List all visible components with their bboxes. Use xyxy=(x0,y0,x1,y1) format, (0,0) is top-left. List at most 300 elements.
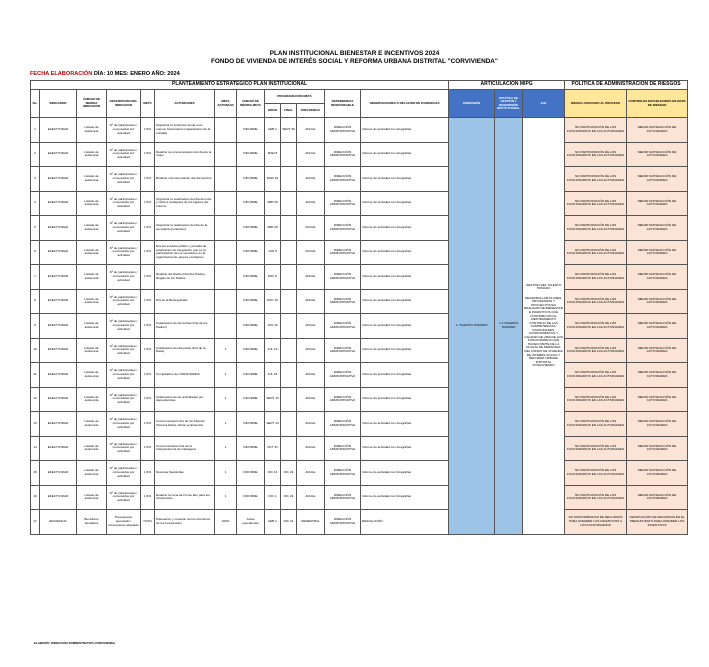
cell-frecuencia: ANUAL xyxy=(297,387,325,412)
cell-unidad: Listado de asistencia xyxy=(77,191,107,216)
table-row xyxy=(31,363,688,388)
cell-no: 10 xyxy=(31,338,40,363)
cell-meta: 1,5% xyxy=(141,461,155,486)
cell-unidad-meta: INFORME xyxy=(237,118,265,143)
cell-control: MEDIR SATISFACCIÓN DE ACTIVIDADES xyxy=(627,216,688,241)
cell-frecuencia: ANUAL xyxy=(297,167,325,192)
header-eje: EJE xyxy=(523,90,565,118)
cell-unidad-meta: INFORME xyxy=(237,338,265,363)
section-riesgos: POLÍTICA DE ADMINISTRACIÓN DE RIESGOS xyxy=(565,81,688,90)
cell-riesgo: NO PARTICIPACIÓN DE LOS FUNCIONARIOS EN LAS ACTIVIDADES xyxy=(565,314,627,339)
header-unidad-meta: UNIDAD DE MEDIDA META xyxy=(237,90,265,118)
header-meta-actividad: META ACTIVIDAD xyxy=(215,90,237,118)
cell-control: MEDIR SATISFACCIÓN DE ACTIVIDADES xyxy=(627,412,688,437)
cell-inicio: MAY 15 xyxy=(265,289,281,314)
cell-no: 7 xyxy=(31,265,40,290)
cell-no: 1 xyxy=(31,118,40,143)
cell-unidad: Listado de asistencia xyxy=(77,412,107,437)
section-mipg: ARTICULACIÓN MIPG xyxy=(449,81,565,90)
cell-meta: 1,5% xyxy=(141,338,155,363)
cell-observaciones: Informe de actividad con fotografías xyxy=(361,485,449,510)
header-indicador: INDICADOR xyxy=(40,90,77,118)
cell-frecuencia: ANUAL xyxy=(297,436,325,461)
justificacion-text: DESARROLLAR PLANES, PROGRAMAS Y PROYECTOS EN REALIDAD DE BIENESTAR E INCENTIVOS QUE CONTRIBUYAN AL MEJORAMIENTO CONTINUO DE LAS COMPETENCIAS, CAPACIDADES, CONOCIMIENTOS Y CALIDAD DE VIDA DE LOS FUNCIONARIOS QUE HACEN PARTE DE LA PLANTA DE PERSONAL DEL FONDO DE VIVIENDA DE INTERÉS SOCIAL Y REFORMA URBANA DISTRITAL "CORVIVIENDA" xyxy=(524,295,563,368)
cell-control: MEDIR SATISFACCIÓN DE ACTIVIDADES xyxy=(627,461,688,486)
cell-meta-act: 1 xyxy=(215,461,237,486)
cell-riesgo: NO PARTICIPACIÓN DE LOS FUNCIONARIOS EN LAS ACTIVIDADES xyxy=(565,142,627,167)
cell-control: MEDIR SATISFACCIÓN DE ACTIVIDADES xyxy=(627,485,688,510)
cell-inicio: ABR 26 xyxy=(265,216,281,241)
cell-indicador: EFECTIVIDAD xyxy=(40,167,77,192)
footer-note: ELABORÓ: DIRECCIÓN ADMINISTRATIVA CORVIVIENDA xyxy=(34,641,116,645)
cell-indicador: EFECTIVIDAD xyxy=(40,412,77,437)
cell-observaciones: Informe de actividad con fotografías xyxy=(361,338,449,363)
cell-final xyxy=(281,191,297,216)
cell-control: MEDIR SATISFACCIÓN DE ACTIVIDADES xyxy=(627,265,688,290)
cell-descripcion: Nº de participantes / convocados por actividad xyxy=(107,167,141,192)
cell-final xyxy=(281,412,297,437)
cell-dependencia: DIRECCIÓN ADMINISTRATIVA xyxy=(325,461,361,486)
cell-actividad: Realizar del Padre (Nombre Padre), Regalo de los Padres xyxy=(155,265,215,290)
cell-unidad-meta: INFORME xyxy=(237,363,265,388)
cell-no: 17 xyxy=(31,510,40,535)
cell-meta-act xyxy=(215,216,237,241)
cell-observaciones: Informe de actividad con fotografías xyxy=(361,363,449,388)
cell-dependencia: DIRECCIÓN ADMINISTRATIVA xyxy=(325,412,361,437)
cell-descripcion: Nº de participantes / convocados por actividad xyxy=(107,216,141,241)
cell-unidad-meta: Actas expedientes xyxy=(237,510,265,535)
header-frecuencia: FRECUENCIA xyxy=(297,104,325,118)
cell-descripcion: Nº de participantes / convocados por actividad xyxy=(107,191,141,216)
cell-actividad: Organizar la inducción anual a los nuevos funcionarios (capacitación de la entidad) xyxy=(155,118,215,143)
table-row xyxy=(31,436,688,461)
cell-riesgo: NO PARTICIPACIÓN DE LOS FUNCIONARIOS EN LAS ACTIVIDADES xyxy=(565,363,627,388)
cell-indicador: EFECTIVIDAD xyxy=(40,289,77,314)
cell-dependencia: DIRECCIÓN ADMINISTRATIVA xyxy=(325,289,361,314)
cell-frecuencia: ANUAL xyxy=(297,191,325,216)
cell-dependencia: DIRECCIÓN ADMINISTRATIVA xyxy=(325,191,361,216)
cell-frecuencia: ANUAL xyxy=(297,289,325,314)
cell-final xyxy=(281,436,297,461)
plan-table xyxy=(30,80,688,535)
cell-meta: 1,5% xyxy=(141,167,155,192)
cell-unidad-meta: INFORME xyxy=(237,265,265,290)
cell-meta: 1,5% xyxy=(141,240,155,265)
cell-control: MEDIR SATISFACCIÓN DE ACTIVIDADES xyxy=(627,387,688,412)
cell-riesgo: NO DISPONIBILIDAD DE RECURSOS PARA ATENDER LOS INCENTIVOS A LOS FUNCIONARIOS xyxy=(565,510,627,535)
cell-inicio: ABR 26 xyxy=(265,191,281,216)
cell-inicio: FEB 1 xyxy=(265,118,281,143)
cell-meta-act: 100% xyxy=(215,510,237,535)
cell-no: 16 xyxy=(31,485,40,510)
cell-inicio: MAR 8 xyxy=(265,142,281,167)
cell-no: 9 xyxy=(31,314,40,339)
cell-frecuencia: ANUAL xyxy=(297,338,325,363)
cell-final xyxy=(281,387,297,412)
cell-observaciones: Informe de actividad con fotografías xyxy=(361,118,449,143)
cell-meta: 1,5% xyxy=(141,436,155,461)
cell-indicador: EFECTIVIDAD xyxy=(40,461,77,486)
cell-meta: 1,5% xyxy=(141,142,155,167)
cell-no: 6 xyxy=(31,240,40,265)
cell-final xyxy=(281,265,297,290)
cell-dependencia: DIRECCIÓN ADMINISTRATIVA xyxy=(325,314,361,339)
table-row xyxy=(31,167,688,192)
cell-frecuencia: ANUAL xyxy=(297,265,325,290)
cell-inicio: JUN 5 xyxy=(265,240,281,265)
cell-riesgo: NO PARTICIPACIÓN DE LOS FUNCIONARIOS EN LAS ACTIVIDADES xyxy=(565,387,627,412)
cell-no: 3 xyxy=(31,167,40,192)
cell-unidad-meta: INFORME xyxy=(237,436,265,461)
fecha-value: DÍA: 10 MES: ENERO AÑO: 2024 xyxy=(93,71,180,77)
cell-descripcion: Nº de participantes / convocados por actividad xyxy=(107,118,141,143)
header-observaciones: OBSERVACIONES O RELACIÓN DE EVIDENCIAS xyxy=(361,90,449,118)
cell-meta: 70,0% xyxy=(141,510,155,535)
cell-meta-act xyxy=(215,289,237,314)
cell-observaciones: Informe de actividad con fotografías xyxy=(361,216,449,241)
cell-inicio: MAY 8 xyxy=(265,265,281,290)
cell-actividad: Organizar la celebración del día del niño y visita a cualquiera de los lugares del entorno xyxy=(155,191,215,216)
cell-indicador: EFECTIVIDAD xyxy=(40,118,77,143)
cell-final xyxy=(281,338,297,363)
cell-indicador: EFECTIVIDAD xyxy=(40,363,77,388)
cell-observaciones: Informe de actividad con fotografías xyxy=(361,191,449,216)
cell-dependencia: DIRECCIÓN ADMINISTRATIVA xyxy=(325,265,361,290)
cell-actividad: Realizar la conmemoración del día de la mujer xyxy=(155,142,215,167)
cell-observaciones: Informe de actividad con fotografías xyxy=(361,265,449,290)
cell-indicador: EFECTIVIDAD xyxy=(40,240,77,265)
header-no: No. xyxy=(31,90,40,118)
eje-label: GESTIÓN DEL TALENTO HUMANO xyxy=(525,282,562,291)
cell-meta: 1,5% xyxy=(141,387,155,412)
cell-dependencia: DIRECCIÓN ADMINISTRATIVA xyxy=(325,485,361,510)
cell-meta-act xyxy=(215,142,237,167)
cell-dependencia: DIRECCIÓN ADMINISTRATIVA xyxy=(325,436,361,461)
cell-unidad: Listado de asistencia xyxy=(77,240,107,265)
header-inicio: INICIO xyxy=(265,104,281,118)
cell-unidad-meta: INFORME xyxy=(237,387,265,412)
cell-no: 15 xyxy=(31,461,40,486)
cell-descripcion: Nº de participantes / convocados por actividad xyxy=(107,485,141,510)
cell-riesgo: NO PARTICIPACIÓN DE LOS FUNCIONARIOS EN LAS ACTIVIDADES xyxy=(565,412,627,437)
cell-unidad: Listado de asistencia xyxy=(77,118,107,143)
cell-meta-act xyxy=(215,118,237,143)
cell-actividad: Celebración de las actividades por dependencias xyxy=(155,387,215,412)
fecha-label: FECHA ELABORACIÓN xyxy=(30,71,93,77)
cell-descripcion: Nº de participantes / convocados por actividad xyxy=(107,461,141,486)
table-row xyxy=(31,191,688,216)
cell-actividad: Cumpleaños de CORVIVIENDA xyxy=(155,363,215,388)
cell-observaciones: Informe de actividad con fotografías xyxy=(361,240,449,265)
table-row xyxy=(31,338,688,363)
cell-meta-act: 1 xyxy=(215,363,237,388)
cell-control: MEDIR SATISFACCIÓN DE ACTIVIDADES xyxy=(627,363,688,388)
cell-no: 14 xyxy=(31,436,40,461)
cell-unidad-meta: INFORME xyxy=(237,216,265,241)
cell-inicio: DIC 16 xyxy=(265,461,281,486)
cell-indicador: EFECTIVIDAD xyxy=(40,191,77,216)
cell-final: SEPT 30 xyxy=(281,118,297,143)
cell-no: 11 xyxy=(31,363,40,388)
cell-meta: 1,5% xyxy=(141,289,155,314)
cell-inicio: JUL 19 xyxy=(265,338,281,363)
cell-descripcion: Nº de participantes / convocados por actividad xyxy=(107,412,141,437)
table-row xyxy=(31,510,688,535)
cell-actividad: Novenas Navideñas xyxy=(155,461,215,486)
table-row xyxy=(31,314,688,339)
cell-actividad: Realizar la cena de Fin de año para los funcionarios xyxy=(155,485,215,510)
cell-inicio: SEPT 13 xyxy=(265,412,281,437)
cell-actividad: Conmemoración día de los Abuelos (Tercera Edad, ubicar sentimiento) xyxy=(155,412,215,437)
cell-indicador: EFECTIVIDAD xyxy=(40,338,77,363)
cell-actividad: Día de la Bioseguridad xyxy=(155,289,215,314)
cell-riesgo: NO PARTICIPACIÓN DE LOS FUNCIONARIOS EN LAS ACTIVIDADES xyxy=(565,240,627,265)
document-subtitle: FONDO DE VIVIENDA DE INTERÉS SOCIAL Y REFORMA URBANA DISTRITAL "CORVIVIENDA" xyxy=(211,58,498,65)
cell-unidad: Listado de asistencia xyxy=(77,216,107,241)
cell-dependencia: DIRECCIÓN ADMINISTRATIVA xyxy=(325,363,361,388)
cell-dependencia: DIRECCIÓN ADMINISTRATIVA xyxy=(325,118,361,143)
cell-riesgo: NO PARTICIPACIÓN DE LOS FUNCIONARIOS EN LAS ACTIVIDADES xyxy=(565,461,627,486)
cell-unidad-meta: INFORME xyxy=(237,142,265,167)
cell-riesgo: NO PARTICIPACIÓN DE LOS FUNCIONARIOS EN LAS ACTIVIDADES xyxy=(565,118,627,143)
cell-actividad: Día del servidor público y jornada de celebración de integración que es la participación de los servidores en la organización de grupos ecológicos xyxy=(155,240,215,265)
cell-actividad: Celebración de las fechas (Día de los Padres) xyxy=(155,314,215,339)
cell-control: MEDIR SATISFACCIÓN DE ACTIVIDADES xyxy=(627,191,688,216)
table-row xyxy=(31,412,688,437)
cell-descripcion: Nº de participantes / convocados por actividad xyxy=(107,265,141,290)
cell-inicio: DIC 1 xyxy=(265,485,281,510)
cell-frecuencia: ANUAL xyxy=(297,363,325,388)
cell-unidad-meta: INFORME xyxy=(237,191,265,216)
cell-indicador: EFECTIVIDAD xyxy=(40,485,77,510)
cell-control: VERIFICACIÓN DE RECURSOS EN EL PRESUPUESTO PARA ATENDER LOS INCENTIVOS xyxy=(627,510,688,535)
table-row xyxy=(31,485,688,510)
table-row xyxy=(31,118,688,143)
cell-meta-act: 1 xyxy=(215,387,237,412)
cell-frecuencia: ANUAL xyxy=(297,314,325,339)
cell-meta-act xyxy=(215,191,237,216)
cell-inicio: OCT 31 xyxy=(265,436,281,461)
cell-final: DIC 24 xyxy=(281,461,297,486)
cell-meta: 1,5% xyxy=(141,485,155,510)
cell-meta-act xyxy=(215,240,237,265)
cell-descripcion: Nº de participantes / convocados por actividad xyxy=(107,142,141,167)
cell-descripcion: Nº de participantes / convocados por actividad xyxy=(107,436,141,461)
header-meta: META xyxy=(141,90,155,118)
cell-inicio: SEPT 13 xyxy=(265,387,281,412)
cell-observaciones: Informe de actividad con fotografías xyxy=(361,289,449,314)
cell-observaciones: Informe de actividad con fotografías xyxy=(361,412,449,437)
cell-riesgo: NO PARTICIPACIÓN DE LOS FUNCIONARIOS EN LAS ACTIVIDADES xyxy=(565,289,627,314)
cell-meta: 1,5% xyxy=(141,216,155,241)
cell-unidad-meta: INFORME xyxy=(237,412,265,437)
header-politica: POLÍTICA DE GESTIÓN Y DESEMPEÑO INSTITUCIONAL xyxy=(495,90,523,118)
cell-frecuencia: ANUAL xyxy=(297,142,325,167)
cell-meta-act: 1 xyxy=(215,412,237,437)
cell-frecuencia: ANUAL xyxy=(297,485,325,510)
header-programacion: PROGRAMACIÓN META xyxy=(265,90,325,104)
cell-observaciones: Informe de actividad con fotografías xyxy=(361,436,449,461)
cell-final xyxy=(281,142,297,167)
cell-final xyxy=(281,363,297,388)
cell-control: MEDIR SATISFACCIÓN DE ACTIVIDADES xyxy=(627,314,688,339)
cell-meta-act xyxy=(215,167,237,192)
cell-unidad-meta: INFORME xyxy=(237,461,265,486)
cell-unidad: Listado de asistencia xyxy=(77,338,107,363)
cell-riesgo: NO PARTICIPACIÓN DE LOS FUNCIONARIOS EN LAS ACTIVIDADES xyxy=(565,167,627,192)
cell-dependencia: DIRECCIÓN ADMINISTRATIVA xyxy=(325,338,361,363)
cell-actividad: Planeación y creación de los incentivos de los funcionarios xyxy=(155,510,215,535)
cell-final: DIC 24 xyxy=(281,485,297,510)
cell-descripcion: Nº de participantes / convocados por actividad xyxy=(107,240,141,265)
cell-riesgo: NO PARTICIPACIÓN DE LOS FUNCIONARIOS EN LAS ACTIVIDADES xyxy=(565,436,627,461)
table-row xyxy=(31,265,688,290)
cell-observaciones: RESOLUCIÓN xyxy=(361,510,449,535)
cell-observaciones: Informe de actividad con fotografías xyxy=(361,167,449,192)
cell-meta-act: 1 xyxy=(215,338,237,363)
cell-final xyxy=(281,167,297,192)
cell-meta: 1,5% xyxy=(141,363,155,388)
cell-unidad: Listado de asistencia xyxy=(77,167,107,192)
cell-unidad-meta: INFORME xyxy=(237,289,265,314)
cell-descripcion: Presupuesto ejecutado / presupuesto asignado xyxy=(107,510,141,535)
cell-inicio: FEB 1 xyxy=(265,510,281,535)
cell-unidad: Listado de asistencia xyxy=(77,289,107,314)
cell-inicio: MAR 19 xyxy=(265,167,281,192)
cell-meta: 1,5% xyxy=(141,191,155,216)
cell-observaciones: Informe de actividad con fotografías xyxy=(361,314,449,339)
cell-indicador: EFECTIVIDAD xyxy=(40,265,77,290)
merged-politica: 1.1 TALENTO HUMANO xyxy=(495,118,523,535)
cell-unidad-meta: INFORME xyxy=(237,167,265,192)
cell-unidad: Listado de asistencia xyxy=(77,387,107,412)
cell-control: MEDIR SATISFACCIÓN DE ACTIVIDADES xyxy=(627,240,688,265)
cell-frecuencia: ANUAL xyxy=(297,412,325,437)
cell-meta-act: 1 xyxy=(215,485,237,510)
cell-unidad: Beneficios brindados xyxy=(77,510,107,535)
cell-unidad: Listado de asistencia xyxy=(77,314,107,339)
cell-meta: 1,5% xyxy=(141,265,155,290)
cell-descripcion: Nº de participantes / convocados por actividad xyxy=(107,387,141,412)
cell-no: 5 xyxy=(31,216,40,241)
cell-meta-act xyxy=(215,314,237,339)
cell-dependencia: DIRECCIÓN ADMINISTRATIVA xyxy=(325,510,361,535)
cell-dependencia: DIRECCIÓN ADMINISTRATIVA xyxy=(325,240,361,265)
merged-eje xyxy=(523,118,565,535)
header-riesgo: RIESGO ASOCIADO AL PROCESO xyxy=(565,90,627,118)
cell-riesgo: NO PARTICIPACIÓN DE LOS FUNCIONARIOS EN LAS ACTIVIDADES xyxy=(565,338,627,363)
cell-descripcion: Nº de participantes / convocados por actividad xyxy=(107,338,141,363)
cell-no: 8 xyxy=(31,289,40,314)
header-descripcion: DESCRIPCIÓN DEL INDICADOR xyxy=(107,90,141,118)
table-row xyxy=(31,461,688,486)
cell-indicador: EFECTIVIDAD xyxy=(40,387,77,412)
cell-dependencia: DIRECCIÓN ADMINISTRATIVA xyxy=(325,167,361,192)
cell-no: 2 xyxy=(31,142,40,167)
cell-meta: 1,5% xyxy=(141,412,155,437)
cell-descripcion: Nº de participantes / convocados por actividad xyxy=(107,363,141,388)
cell-actividad: Realizar conmemoración día del hombre xyxy=(155,167,215,192)
cell-frecuencia: ANUAL xyxy=(297,118,325,143)
cell-dependencia: DIRECCIÓN ADMINISTRATIVA xyxy=(325,142,361,167)
cell-indicador: EFECTIVIDAD xyxy=(40,216,77,241)
cell-unidad: Listado de asistencia xyxy=(77,485,107,510)
cell-actividad: Conmemoración Día de la Independencia de Cartagena xyxy=(155,436,215,461)
cell-indicador: EFICIENCIA xyxy=(40,510,77,535)
cell-control: MEDIR SATISFACCIÓN DE ACTIVIDADES xyxy=(627,436,688,461)
cell-dependencia: DIRECCIÓN ADMINISTRATIVA xyxy=(325,216,361,241)
cell-control: MEDIR SATISFACCIÓN DE ACTIVIDADES xyxy=(627,118,688,143)
cell-indicador: EFECTIVIDAD xyxy=(40,436,77,461)
cell-actividad: Celebración del día patrio (Día de la Raza) xyxy=(155,338,215,363)
cell-descripcion: Nº de participantes / convocados por actividad xyxy=(107,289,141,314)
cell-frecuencia: ANUAL xyxy=(297,461,325,486)
section-plan: PLANTEAMIENTO ESTRATÉGICO PLAN INSTITUCIONAL xyxy=(31,81,449,90)
cell-unidad-meta: INFORME xyxy=(237,240,265,265)
header-actividades: ACTIVIDADES xyxy=(155,90,215,118)
cell-indicador: EFECTIVIDAD xyxy=(40,142,77,167)
cell-final xyxy=(281,216,297,241)
header-dimension: DIMENSIÓN xyxy=(449,90,495,118)
fecha-elaboracion xyxy=(30,71,180,77)
cell-riesgo: NO PARTICIPACIÓN DE LOS FUNCIONARIOS EN LAS ACTIVIDADES xyxy=(565,485,627,510)
cell-riesgo: NO PARTICIPACIÓN DE LOS FUNCIONARIOS EN LAS ACTIVIDADES xyxy=(565,216,627,241)
cell-no: 13 xyxy=(31,412,40,437)
cell-meta-act: 1 xyxy=(215,436,237,461)
cell-unidad: Listado de asistencia xyxy=(77,363,107,388)
table-row xyxy=(31,240,688,265)
cell-control: MEDIR SATISFACCIÓN DE ACTIVIDADES xyxy=(627,338,688,363)
cell-final xyxy=(281,289,297,314)
cell-control: MEDIR SATISFACCIÓN DE ACTIVIDADES xyxy=(627,142,688,167)
cell-meta-act xyxy=(215,265,237,290)
cell-observaciones: Informe de actividad con fotografías xyxy=(361,387,449,412)
cell-meta: 1,5% xyxy=(141,314,155,339)
cell-descripcion: Nº de participantes / convocados por actividad xyxy=(107,314,141,339)
cell-inicio: JUN 16 xyxy=(265,314,281,339)
cell-indicador: EFECTIVIDAD xyxy=(40,314,77,339)
document-title: PLAN INSTITUCIONAL BIENESTAR E INCENTIVOS 2024 xyxy=(269,50,440,57)
cell-riesgo: NO PARTICIPACIÓN DE LOS FUNCIONARIOS EN LAS ACTIVIDADES xyxy=(565,191,627,216)
cell-observaciones: Informe de actividad con fotografías xyxy=(361,142,449,167)
table-row xyxy=(31,289,688,314)
table-row xyxy=(31,387,688,412)
cell-unidad-meta: INFORME xyxy=(237,314,265,339)
cell-unidad-meta: INFORME xyxy=(237,485,265,510)
cell-no: 4 xyxy=(31,191,40,216)
cell-unidad: Listado de asistencia xyxy=(77,142,107,167)
cell-final xyxy=(281,240,297,265)
cell-final xyxy=(281,314,297,339)
cell-unidad: Listado de asistencia xyxy=(77,436,107,461)
header-dependencia: DEPENDENCIA RESPONSABLE xyxy=(325,90,361,118)
cell-unidad: Listado de asistencia xyxy=(77,265,107,290)
cell-inicio: JUL 24 xyxy=(265,363,281,388)
cell-dependencia: DIRECCIÓN ADMINISTRATIVA xyxy=(325,387,361,412)
cell-control: MEDIR SATISFACCIÓN DE ACTIVIDADES xyxy=(627,167,688,192)
cell-actividad: Organizar la celebración del día de la secretaria (conductor) xyxy=(155,216,215,241)
cell-meta: 1,5% xyxy=(141,118,155,143)
cell-riesgo: NO PARTICIPACIÓN DE LOS FUNCIONARIOS EN LAS ACTIVIDADES xyxy=(565,265,627,290)
table-row xyxy=(31,142,688,167)
cell-no: 12 xyxy=(31,387,40,412)
cell-observaciones: Informe de actividad con fotografías xyxy=(361,461,449,486)
header-unidad: UNIDAD DE MEDIDA INDICADOR xyxy=(77,90,107,118)
header-final: FINAL xyxy=(281,104,297,118)
header-control: CONTROLES ESTABLECIDOS EN MAPA DE RIESGOS xyxy=(627,90,688,118)
cell-frecuencia: ANUAL xyxy=(297,240,325,265)
cell-final: DIC 31 xyxy=(281,510,297,535)
